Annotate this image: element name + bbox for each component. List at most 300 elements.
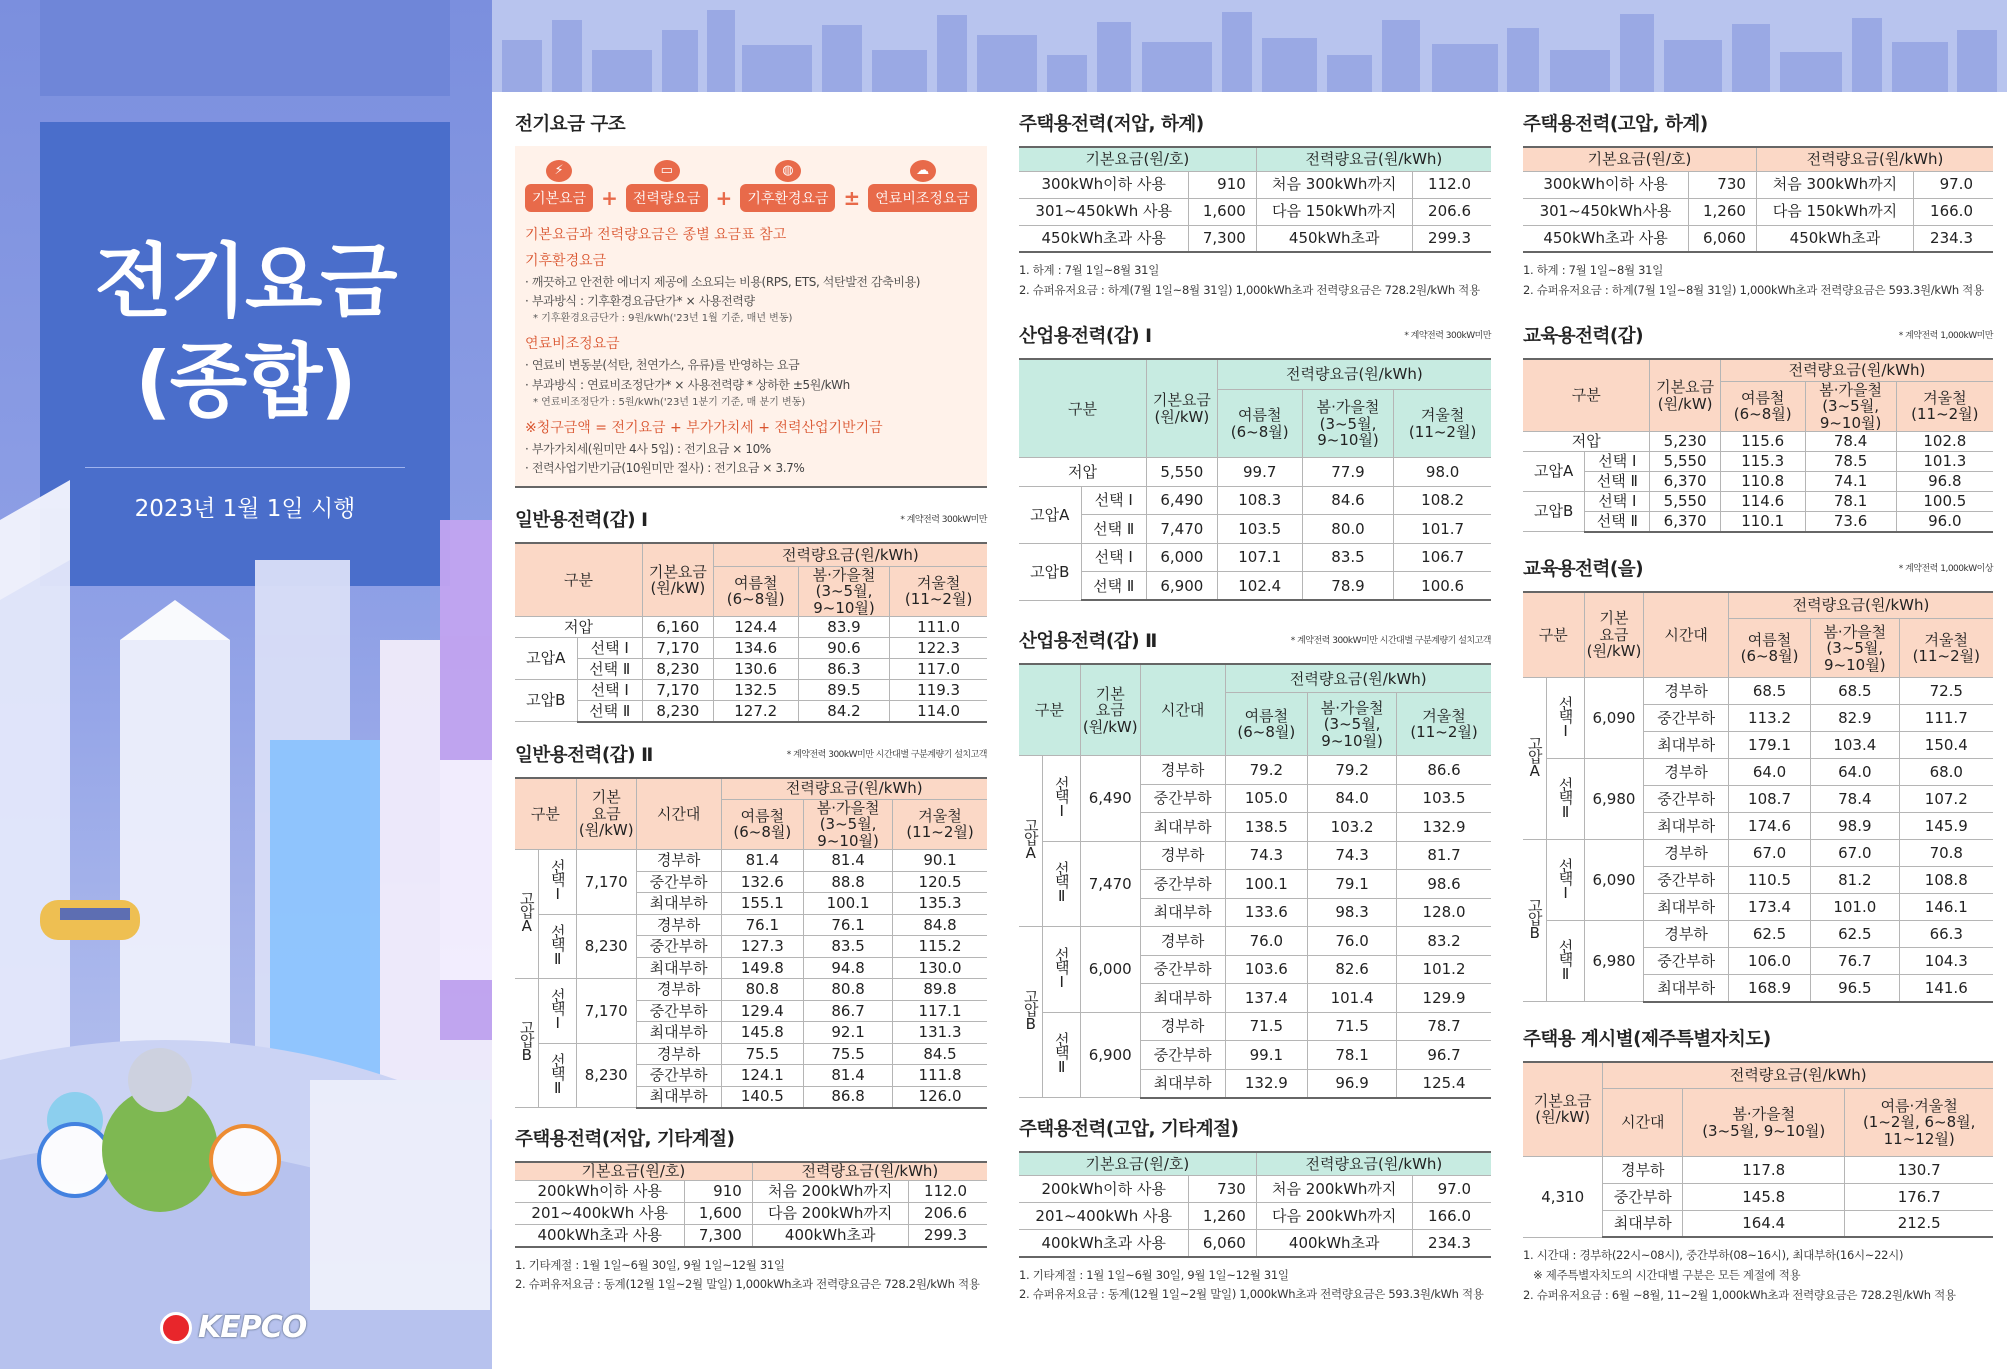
table-header: 봄·가을철 (3~5월, 9~10월) (804, 799, 893, 850)
table-row (1019, 225, 1491, 252)
table-cell: 경부하 (636, 1043, 721, 1065)
table-row (1523, 840, 1993, 867)
section-title-text: 교육용전력(갑) (1523, 326, 1644, 348)
table-header: 구분 (515, 778, 576, 850)
table-cell: 300kWh이하 사용 (1019, 171, 1189, 198)
table-cell: 6,900 (1080, 1012, 1140, 1098)
section-title-text: 일반용전력(갑) Ⅰ (515, 510, 648, 532)
pill-label: 연료비조정요금 (875, 191, 970, 207)
table-header: 구분 (515, 543, 642, 617)
section-title (1523, 322, 1993, 348)
table-row (1019, 1230, 1491, 1257)
table-header: 봄·가을철 (3~5월, 9~10월) (1302, 390, 1394, 458)
table-cell: 78.4 (1805, 432, 1896, 452)
table-cell: 71.5 (1225, 1012, 1308, 1041)
table-cell: 96.8 (1896, 472, 1993, 492)
table-header: 전력량요금(원/kWh) (1720, 359, 1993, 381)
table-header: 기본요금 (원/kW) (1523, 1062, 1603, 1157)
edu1-section (1523, 322, 1993, 533)
table-cell: 234.3 (1412, 1230, 1491, 1257)
table-row (1019, 756, 1491, 785)
table-cell: 101.4 (1308, 984, 1397, 1013)
table-header: 시간대 (1603, 1089, 1683, 1157)
plusminus-operator: ± (843, 186, 861, 210)
table-cell: 127.2 (713, 701, 798, 722)
table-cell: 98.9 (1811, 813, 1899, 840)
table-cell: 155.1 (721, 893, 804, 915)
table-cell: 450kWh초과 (1756, 225, 1913, 252)
table-header: 전력량요금(원/kWh) (752, 1162, 987, 1181)
table-cell: 선택 Ⅰ (1585, 492, 1650, 512)
table-header: 봄·가을철 (3~5월, 9~10월) (798, 566, 890, 617)
table-cell: 중간부하 (1644, 867, 1729, 894)
table-cell: 고압A (515, 638, 577, 680)
table-cell: 8,230 (642, 659, 713, 680)
table-cell: 164.4 (1683, 1210, 1845, 1237)
formula-row (525, 156, 977, 212)
option-cell: 선택Ⅰ (1043, 756, 1081, 842)
table-header: 전력량요금(원/kWh) (1217, 359, 1491, 390)
option-cell: 선택Ⅰ (1547, 840, 1585, 921)
table-cell: 100.1 (1225, 870, 1308, 899)
table-row (515, 914, 987, 936)
table-row (1019, 1203, 1491, 1230)
table-cell: 168.9 (1728, 975, 1810, 1002)
fuel-line: · 연료비 변동분(석탄, 천연가스, 유류)를 반영하는 요금 (525, 358, 800, 373)
table-cell: 최대부하 (1140, 1069, 1225, 1098)
table-row (1523, 678, 1993, 705)
table-row (515, 1181, 987, 1203)
table-cell: 82.6 (1308, 955, 1397, 984)
pill-label: 기후환경요금 (747, 191, 829, 207)
table-cell: 100.5 (1896, 492, 1993, 512)
table-cell: 최대부하 (1644, 894, 1729, 921)
table-cell: 경부하 (636, 979, 721, 1001)
climate-heading: 기후환경요금 (525, 253, 607, 269)
table-cell: 처음 200kWh까지 (752, 1181, 908, 1203)
table-cell: 74.3 (1308, 841, 1397, 870)
climate-fee-pill (740, 163, 835, 212)
table-cell: 선택 Ⅱ (577, 701, 642, 722)
edu2-section (1523, 555, 1993, 1003)
table-cell: 처음 300kWh까지 (1756, 171, 1913, 198)
table-cell: 112.0 (1412, 171, 1491, 198)
cover-title-line2: (종합) (135, 335, 355, 428)
general1-section (515, 506, 987, 723)
table-cell: 73.6 (1805, 512, 1896, 532)
table-cell: 75.5 (721, 1043, 804, 1065)
footnotes (515, 1256, 987, 1295)
table-row (1019, 486, 1491, 515)
table-cell: 117.0 (890, 659, 987, 680)
table-cell: 경부하 (1140, 927, 1225, 956)
table-cell: 6,090 (1584, 678, 1644, 759)
table-cell: 중간부하 (1140, 870, 1225, 899)
table-row (1523, 512, 1993, 532)
table-cell: 103.2 (1308, 813, 1397, 842)
table-cell: 108.8 (1899, 867, 1993, 894)
table-cell: 7,470 (1080, 841, 1140, 927)
table-cell: 7,170 (576, 850, 636, 915)
structure-box (515, 146, 987, 488)
table-cell: 고압A (1523, 452, 1585, 492)
footnotes (1523, 261, 1993, 300)
res_high_summer-section (1523, 110, 1993, 300)
option-cell: 선택Ⅱ (539, 914, 577, 979)
table-cell: 103.6 (1225, 955, 1308, 984)
section-title (1523, 110, 1993, 136)
grade-cell: 고압A (515, 850, 539, 979)
table-cell: 145.8 (1683, 1183, 1845, 1210)
table-cell: 68.0 (1899, 759, 1993, 786)
table-cell: 79.2 (1308, 756, 1397, 785)
table-cell: 최대부하 (636, 893, 721, 915)
table-cell: 176.7 (1845, 1183, 1993, 1210)
column-1 (515, 110, 987, 1295)
table-cell: 선택 Ⅰ (1081, 543, 1146, 572)
table-cell: 중간부하 (636, 871, 721, 893)
footnotes (1019, 261, 1491, 300)
table-cell: 고압B (1523, 492, 1585, 532)
table-cell: 206.6 (908, 1203, 987, 1225)
table-cell: 64.0 (1811, 759, 1899, 786)
bill-line: · 전력사업기반기금(10원미만 절사) : 전기요금 × 3.7% (525, 460, 805, 475)
table-cell: 124.4 (713, 617, 798, 638)
table-header: 전력량요금(원/kWh) (1756, 147, 1993, 171)
footnote: 2. 슈퍼유저요금 : 6월 ~8월, 11~2월 1,000kWh초과 전력량요금은 728.2원/kWh 적용 (1523, 1287, 1956, 1302)
table-cell: 145.9 (1899, 813, 1993, 840)
table-cell: 4,310 (1523, 1156, 1603, 1237)
rate-table (1019, 358, 1491, 601)
table-cell: 99.7 (1217, 458, 1302, 487)
table-header: 기본요금 (원/kW) (1650, 359, 1721, 432)
table-cell: 119.3 (890, 680, 987, 701)
table-cell: 경부하 (1603, 1156, 1683, 1183)
res_low_summer-section (1019, 110, 1491, 300)
table-cell: 83.5 (804, 936, 893, 958)
section-title (1523, 1025, 1993, 1051)
table-header: 기본요금(원/호) (515, 1162, 752, 1181)
table-cell: 140.5 (721, 1086, 804, 1108)
table-cell: 108.3 (1217, 486, 1302, 515)
table-cell: 910 (1189, 171, 1256, 198)
rate-table (1523, 146, 1993, 253)
table-cell: 최대부하 (1140, 813, 1225, 842)
footnote: 2. 슈퍼유저요금 : 하계(7월 1일~8월 31일) 1,000kWh초과 전력량요금은 728.2원/kWh 적용 (1019, 282, 1480, 297)
table-cell: 7,300 (1189, 225, 1256, 252)
table-header: 시간대 (636, 778, 721, 850)
bill-line: · 부가가치세(원미만 4사 5입) : 전기요금 × 10% (525, 441, 771, 456)
kepco-logo-icon (160, 1312, 192, 1344)
table-cell: 74.1 (1805, 472, 1896, 492)
table-cell: 173.4 (1728, 894, 1810, 921)
table-cell: 81.7 (1397, 841, 1491, 870)
table-cell: 107.1 (1217, 543, 1302, 572)
table-cell: 120.5 (893, 871, 987, 893)
table-cell: 92.1 (804, 1022, 893, 1044)
table-cell: 96.9 (1308, 1069, 1397, 1098)
cover-panel (0, 0, 492, 1369)
section-title (1523, 555, 1993, 581)
table-cell: 경부하 (636, 914, 721, 936)
table-cell: 117.1 (893, 1000, 987, 1022)
table-header: 봄·가을철 (3~5월, 9~10월) (1308, 693, 1397, 756)
table-cell: 고압B (1019, 543, 1081, 600)
table-header: 기본요금(원/호) (1523, 147, 1756, 171)
table-cell: 1,600 (1189, 198, 1256, 225)
table-cell: 76.1 (721, 914, 804, 936)
table-header: 겨울철 (11~2월) (890, 566, 987, 617)
table-cell: 84.0 (1308, 784, 1397, 813)
table-cell: 6,090 (1584, 840, 1644, 921)
option-cell: 선택Ⅰ (539, 850, 577, 915)
rate-table (1019, 146, 1491, 253)
table-cell: 103.5 (1397, 784, 1491, 813)
table-cell: 저압 (1019, 458, 1146, 487)
table-cell: 132.5 (713, 680, 798, 701)
table-row (1523, 921, 1993, 948)
table-cell: 108.2 (1394, 486, 1491, 515)
table-cell: 74.3 (1225, 841, 1308, 870)
table-cell: 77.9 (1302, 458, 1394, 487)
table-cell: 7,300 (685, 1225, 752, 1247)
table-row (1019, 841, 1491, 870)
table-cell: 5,550 (1650, 452, 1721, 472)
table-cell: 112.0 (908, 1181, 987, 1203)
table-cell: 96.7 (1397, 1041, 1491, 1070)
table-cell: 81.2 (1811, 867, 1899, 894)
table-cell: 145.8 (721, 1022, 804, 1044)
section-title (1019, 110, 1491, 136)
table-cell: 78.5 (1805, 452, 1896, 472)
table-cell: 110.5 (1728, 867, 1810, 894)
table-header: 전력량요금(원/kWh) (1256, 147, 1491, 171)
res_high_other-section (1019, 1115, 1491, 1305)
effective-date: 2023년 1월 1일 시행 (134, 496, 356, 522)
climate-sub: * 기후환경요금단가 : 9원/kWh('23년 1월 기준, 매년 변동) (533, 313, 793, 325)
table-cell: 130.6 (713, 659, 798, 680)
section-title-text: 주택용 계시별(제주특별자치도) (1523, 1028, 1771, 1050)
table-row (1019, 1176, 1491, 1203)
section-title-text: 산업용전력(갑) Ⅱ (1019, 631, 1157, 653)
table-header: 전력량요금(원/kWh) (1603, 1062, 1993, 1089)
table-cell: 76.1 (804, 914, 893, 936)
climate-line: · 부과방식 : 기후환경요금단가* × 사용전력량 (525, 294, 755, 309)
table-cell: 70.8 (1899, 840, 1993, 867)
table-cell: 103.4 (1811, 732, 1899, 759)
table-cell: 299.3 (908, 1225, 987, 1247)
table-header: 기본 요금 (원/kW) (576, 778, 636, 850)
table-cell: 132.9 (1397, 813, 1491, 842)
table-cell: 저압 (1523, 432, 1650, 452)
table-row (1523, 492, 1993, 512)
section-note: * 계약전력 300kW미만 (900, 515, 987, 526)
table-cell: 72.5 (1899, 678, 1993, 705)
table-row (1523, 171, 1993, 198)
table-row (1523, 225, 1993, 252)
table-row (1019, 171, 1491, 198)
table-cell: 선택 Ⅰ (1081, 486, 1146, 515)
table-row (1523, 452, 1993, 472)
table-cell: 108.7 (1728, 786, 1810, 813)
table-cell: 최대부하 (1603, 1210, 1683, 1237)
option-cell: 선택Ⅱ (1547, 921, 1585, 1002)
table-cell: 137.4 (1225, 984, 1308, 1013)
table-cell: 경부하 (1644, 678, 1729, 705)
table-cell: 206.6 (1412, 198, 1491, 225)
table-cell: 102.8 (1896, 432, 1993, 452)
table-cell: 133.6 (1225, 898, 1308, 927)
table-cell: 1,260 (1689, 198, 1757, 225)
basic-fee-pill (525, 163, 593, 212)
table-cell: 78.1 (1308, 1041, 1397, 1070)
table-cell: 84.2 (798, 701, 890, 722)
table-cell: 150.4 (1899, 732, 1993, 759)
table-cell: 6,370 (1650, 512, 1721, 532)
table-row (515, 638, 987, 659)
table-cell: 78.4 (1811, 786, 1899, 813)
table-cell: 6,060 (1689, 225, 1757, 252)
column-3 (1523, 110, 1993, 1305)
bill-heading: ※청구금액 = 전기요금 + 부가가치세 + 전력산업기반기금 (525, 419, 883, 436)
earth-icon: ◍ (775, 160, 801, 182)
table-header: 구분 (1019, 664, 1080, 755)
cover-title-line1: 전기요금 (94, 235, 396, 328)
table-header: 여름철 (6~8월) (1720, 381, 1805, 432)
table-header: 여름·겨울철 (1~2월, 6~8월, 11~12월) (1845, 1089, 1993, 1157)
table-row (515, 979, 987, 1001)
table-header: 전력량요금(원/kWh) (713, 543, 987, 566)
table-cell: 98.0 (1394, 458, 1491, 487)
section-note: * 계약전력 300kW미만 (1404, 331, 1491, 342)
rate-table (1523, 591, 1993, 1003)
option-cell: 선택Ⅱ (1547, 759, 1585, 840)
table-cell: 6,490 (1146, 486, 1217, 515)
table-cell: 6,160 (642, 617, 713, 638)
table-cell: 선택 Ⅱ (1081, 572, 1146, 601)
city-illustration (0, 0, 492, 1369)
table-cell: 201~400kWh 사용 (515, 1203, 685, 1225)
table-header: 기본요금(원/호) (1019, 147, 1256, 171)
fuel-sub: * 연료비조정단가 : 5원/kWh('23년 1분기 기준, 매 분기 변동) (533, 396, 806, 408)
table-cell: 94.8 (804, 957, 893, 979)
pill-label: 전력량요금 (632, 191, 701, 207)
table-cell: 84.6 (1302, 486, 1394, 515)
table-cell: 5,550 (1650, 492, 1721, 512)
table-cell: 고압A (1019, 486, 1081, 543)
table-cell: 88.8 (804, 871, 893, 893)
table-cell: 90.6 (798, 638, 890, 659)
table-header: 기본 요금 (원/kW) (1584, 592, 1644, 678)
table-cell: 166.0 (1914, 198, 1993, 225)
rate-table (1523, 1061, 1993, 1239)
table-cell: 100.1 (804, 893, 893, 915)
table-header: 봄·가을철 (3~5월, 9~10월) (1811, 619, 1899, 678)
table-cell: 저압 (515, 617, 642, 638)
table-header: 겨울철 (11~2월) (1896, 381, 1993, 432)
table-header: 구분 (1523, 592, 1584, 678)
table-row (515, 850, 987, 872)
fuel-heading: 연료비조정요금 (525, 336, 620, 353)
table-row (1019, 927, 1491, 956)
table-cell: 130.0 (893, 957, 987, 979)
table-header: 봄·가을철 (3~5월, 9~10월) (1805, 381, 1896, 432)
footnote: 1. 시간대 : 경부하(22시~08시), 중간부하(08~16시), 최대부하(16시~22시) (1523, 1248, 1904, 1263)
table-cell: 115.2 (893, 936, 987, 958)
table-cell: 다음 150kWh까지 (1756, 198, 1913, 225)
table-cell: 경부하 (1644, 759, 1729, 786)
table-cell: 110.1 (1720, 512, 1805, 532)
table-cell: 101.3 (1896, 452, 1993, 472)
table-cell: 83.5 (1302, 543, 1394, 572)
rate-table (515, 1161, 987, 1248)
table-cell: 174.6 (1728, 813, 1810, 840)
table-cell: 200kWh이하 사용 (1019, 1176, 1189, 1203)
table-row (1019, 198, 1491, 225)
table-cell: 83.2 (1397, 927, 1491, 956)
table-header: 여름철 (6~8월) (1225, 693, 1308, 756)
table-cell: 76.0 (1308, 927, 1397, 956)
table-row (515, 659, 987, 680)
footnotes (1019, 1266, 1491, 1305)
table-cell: 104.3 (1899, 948, 1993, 975)
kepco-logo-text: KEPCO (198, 1310, 307, 1345)
table-cell: 132.9 (1225, 1069, 1308, 1098)
table-cell: 경부하 (1140, 1012, 1225, 1041)
table-cell: 6,980 (1584, 921, 1644, 1002)
footnote: 2. 슈퍼유저요금 : 하계(7월 1일~8월 31일) 1,000kWh초과 전력량요금은 593.3원/kWh 적용 (1523, 282, 1984, 297)
table-row (1523, 432, 1993, 452)
footnote: 1. 하계 : 7월 1일~8월 31일 (1019, 263, 1159, 277)
table-cell: 102.4 (1217, 572, 1302, 601)
table-cell: 135.3 (893, 893, 987, 915)
table-cell: 910 (685, 1181, 752, 1203)
footnote: 1. 하계 : 7월 1일~8월 31일 (1523, 263, 1663, 277)
table-cell: 101.0 (1811, 894, 1899, 921)
table-cell: 138.5 (1225, 813, 1308, 842)
table-cell: 최대부하 (636, 1022, 721, 1044)
table-cell: 6,000 (1146, 543, 1217, 572)
table-header: 겨울철 (11~2월) (1899, 619, 1993, 678)
table-row (515, 680, 987, 701)
table-cell: 5,230 (1650, 432, 1721, 452)
section-title-text: 일반용전력(갑) Ⅱ (515, 744, 653, 766)
table-header: 기본 요금 (원/kW) (1080, 664, 1140, 755)
table-cell: 81.4 (804, 1065, 893, 1087)
table-cell: 중간부하 (636, 1000, 721, 1022)
section-title (1019, 322, 1491, 348)
table-cell: 7,170 (642, 680, 713, 701)
rate-table (1019, 1151, 1491, 1258)
table-cell: 234.3 (1914, 225, 1993, 252)
rate-table (1523, 358, 1993, 533)
plus-operator: + (715, 186, 733, 210)
table-cell: 6,980 (1584, 759, 1644, 840)
table-cell: 301~450kWh사용 (1523, 198, 1689, 225)
table-cell: 103.5 (1217, 515, 1302, 544)
table-cell: 106.7 (1394, 543, 1491, 572)
table-row (1523, 759, 1993, 786)
section-title (1019, 1115, 1491, 1141)
table-row (515, 1203, 987, 1225)
option-cell: 선택Ⅱ (1043, 1012, 1081, 1098)
table-cell: 301~450kWh 사용 (1019, 198, 1189, 225)
table-header: 겨울철 (11~2월) (1397, 693, 1491, 756)
table-cell: 149.8 (721, 957, 804, 979)
table-header: 기본요금(원/호) (1019, 1152, 1256, 1176)
table-cell: 중간부하 (1140, 1041, 1225, 1070)
table-row (1019, 1012, 1491, 1041)
